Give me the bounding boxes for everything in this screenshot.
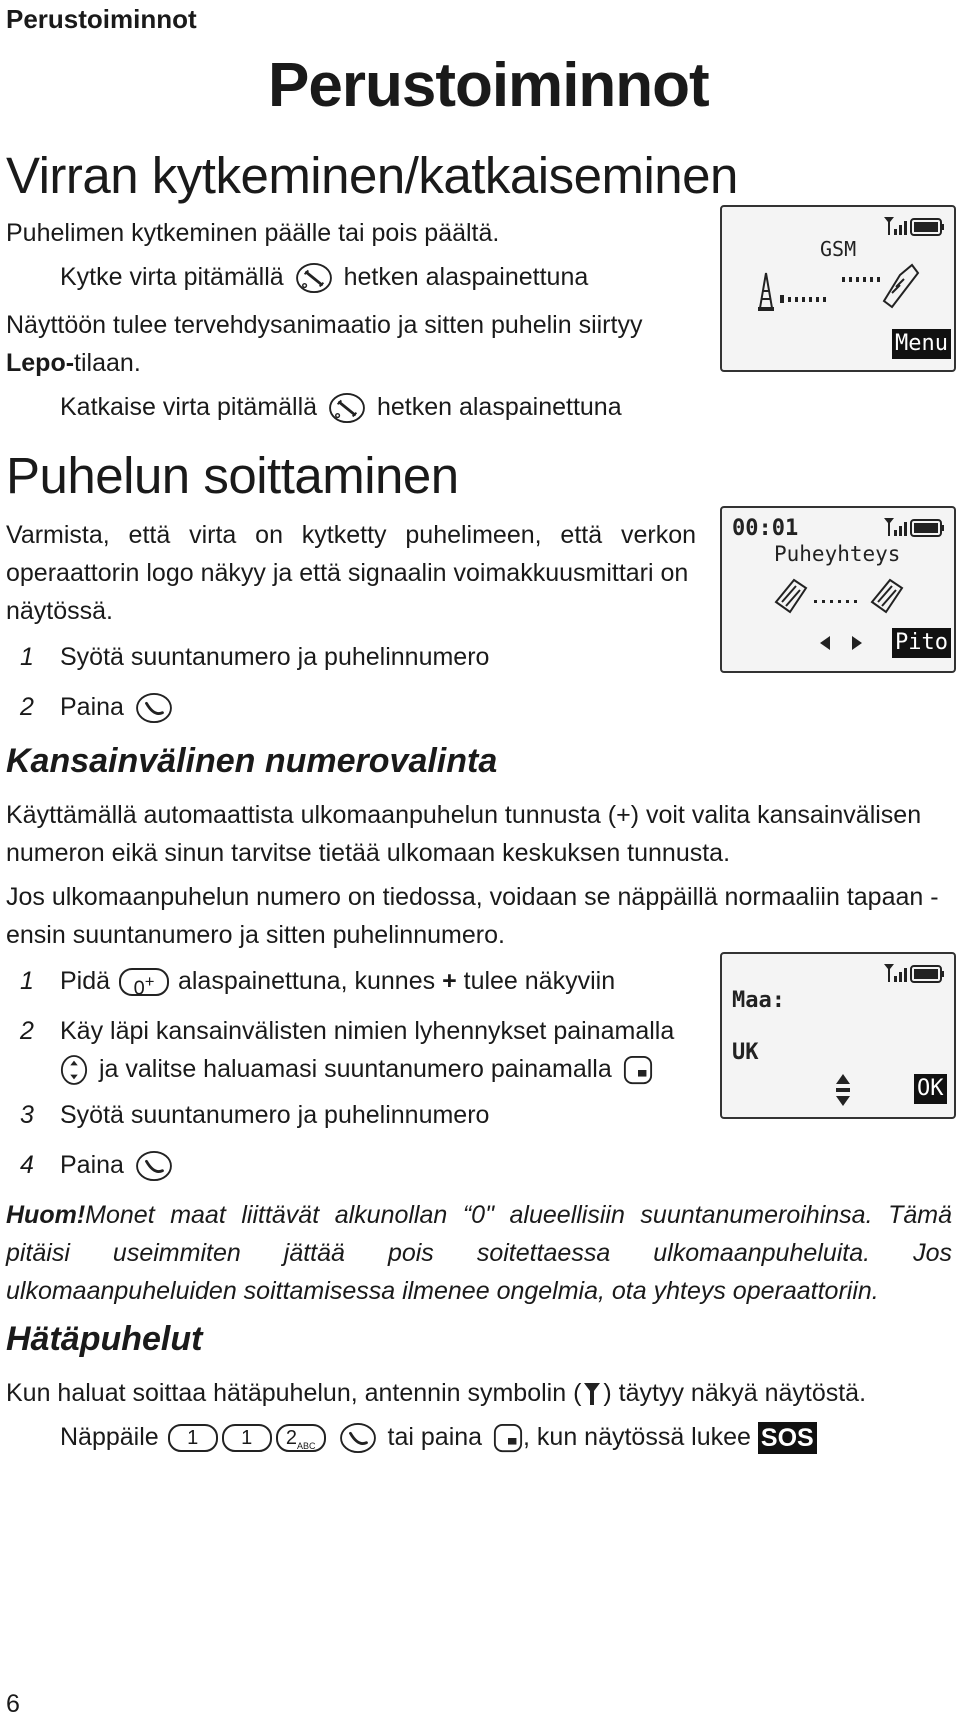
idle-mode-rest: tilaan. [74, 349, 141, 377]
emergency-line-2 [60, 1418, 817, 1456]
intl-para-1-line-1: Käyttämällä automaattista ulkomaanpuhelun tunnusta (+) voit valita kansainvälisen [6, 801, 922, 829]
up-down-key-icon [60, 1054, 88, 1086]
note-line-3: ulkomaanpuheluiden soittamisessa ilmenee ongelmia, ota yhteys operaattoriin. [6, 1277, 879, 1305]
menu-softkey[interactable]: Menu [892, 329, 951, 359]
antenna-icon [583, 1381, 601, 1407]
plus-sign: + [442, 967, 457, 995]
signal-battery-icon [882, 962, 946, 984]
lcd-call-timer: 00:01 [732, 516, 799, 541]
step-text-end: tulee näkyviin [463, 967, 616, 995]
step-number: 1 [20, 967, 34, 995]
lcd-idle-screen [720, 205, 956, 372]
lcd-country-label: Maa: [732, 988, 785, 1013]
signal-battery-icon [882, 215, 946, 237]
send-key-icon [339, 1422, 377, 1454]
page-title: Perustoiminnot [268, 51, 709, 120]
up-down-arrows-icon [834, 1072, 852, 1108]
key-sup: + [144, 972, 155, 992]
intl-step-4 [20, 1146, 177, 1184]
call-heading: Puhelun soittaminen [6, 447, 459, 504]
power-heading: Virran kytkeminen/katkaiseminen [6, 147, 738, 204]
emergency-heading: Hätäpuhelut [6, 1320, 203, 1358]
call-para-line-1: Varmista, että virta on kytketty puhelimeen, että verkon [6, 521, 696, 549]
page-number: 6 [6, 1690, 20, 1718]
power-intro: Puhelimen kytkeminen päälle tai pois päältä. [6, 219, 500, 247]
emergency-dial-text: Näppäile [60, 1423, 159, 1451]
step-text-before: Pidä [60, 967, 111, 995]
intl-para-2-line-1: Jos ulkomaanpuhelun numero on tiedossa, voidaan se näppäillä normaaliin tapaan - [6, 883, 939, 911]
lcd-operator: GSM [820, 237, 857, 261]
emergency-text-before: Kun haluat soittaa hätäpuhelun, antennin symbolin ( [6, 1379, 582, 1407]
left-right-arrows-icon [818, 634, 864, 652]
call-step-1 [20, 638, 489, 676]
power-off-before: Katkaise virta pitämällä [60, 393, 318, 421]
step-number: 4 [20, 1151, 34, 1179]
power-on-before: Kytke virta pitämällä [60, 263, 284, 291]
intl-step-3 [20, 1096, 489, 1134]
power-text-1: Näyttöön tulee tervehdysanimaatio ja sitten puhelin siirtyy [6, 311, 643, 339]
signal-battery-icon [882, 516, 946, 538]
power-on-instruction [60, 258, 588, 296]
emergency-line-1 [6, 1374, 866, 1412]
send-key-icon [135, 692, 173, 724]
send-key-icon [135, 1150, 173, 1182]
step-text: Syötä suuntanumero ja puhelinnumero [60, 1101, 490, 1129]
running-header: Perustoiminnot [6, 4, 197, 34]
note-line-1 [6, 1196, 952, 1234]
softkey-icon [493, 1423, 523, 1453]
idle-mode-word: Lepo- [6, 349, 75, 377]
lcd-call-screen [720, 506, 956, 673]
lcd-call-status: Puheyhteys [774, 542, 901, 566]
lcd-country-screen [720, 952, 956, 1119]
note-text: Monet maat liittävät alkunollan “0" alueellisiin suuntanumeroihinsa. Tämä [85, 1201, 952, 1229]
power-off-instruction [60, 388, 622, 426]
call-para-line-2: operaattorin logo näkyy ja että signaalin voimakkuusmittari on [6, 559, 689, 587]
emergency-or-text: tai paina [387, 1423, 483, 1451]
step-text: ja valitse haluamasi suuntanumero painamalla [98, 1055, 612, 1083]
step-text: Käy läpi kansainvälisten nimien lyhennykset painamalla [60, 1017, 675, 1045]
step-number: 2 [20, 693, 34, 721]
intl-step-2 [20, 1012, 674, 1050]
power-off-after: hetken alaspainettuna [376, 393, 622, 421]
note-bold: Huom! [6, 1201, 86, 1229]
key-1-icon: 1 [168, 1424, 218, 1452]
step-text: Paina [60, 1151, 124, 1179]
call-connection-icon [772, 572, 912, 618]
intl-para-2-line-2: ensin suuntanumero ja sitten puhelinnumero. [6, 921, 505, 949]
note-line-2: pitäisi useimmiten jättää pois soitettaessa ulkomaanpuheluita. Jos [6, 1239, 952, 1267]
end-key-icon [328, 392, 366, 424]
zero-plus-key-icon [119, 968, 169, 1001]
key-1-icon: 1 [222, 1424, 272, 1452]
intl-step-1 [20, 962, 615, 1000]
key-digit: 2 [285, 1427, 297, 1450]
call-step-2 [20, 688, 177, 726]
step-text: Paina [60, 693, 124, 721]
softkey-icon [623, 1055, 653, 1085]
hold-softkey[interactable]: Pito [892, 628, 951, 658]
welcome-animation-icon [752, 263, 927, 313]
key-2-abc-icon [276, 1424, 326, 1452]
key-digit: 0 [133, 978, 145, 1001]
power-on-after: hetken alaspainettuna [343, 263, 589, 291]
step-text-after: alaspainettuna, kunnes [177, 967, 436, 995]
step-text: Syötä suuntanumero ja puhelinnumero [60, 643, 490, 671]
call-para-line-3: näytössä. [6, 597, 114, 625]
intl-step-2-cont [60, 1050, 657, 1088]
step-number: 2 [20, 1017, 34, 1045]
lcd-country-value: UK [732, 1040, 759, 1065]
step-number: 3 [20, 1101, 34, 1129]
intl-heading: Kansainvälinen numerovalinta [6, 742, 498, 780]
key-letters: ABC [296, 1441, 316, 1452]
ok-softkey[interactable]: OK [914, 1074, 947, 1104]
intl-para-1-line-2: numeron eikä sinun tarvitse tietää ulkomaan keskuksen tunnusta. [6, 839, 731, 867]
end-key-icon [295, 262, 333, 294]
power-text-2 [6, 344, 141, 382]
emergency-when-text: , kun näytössä lukee [523, 1423, 751, 1451]
step-number: 1 [20, 643, 34, 671]
sos-label: SOS [758, 1422, 817, 1454]
emergency-text-after: ) täytyy näkyä näytöstä. [603, 1379, 867, 1407]
